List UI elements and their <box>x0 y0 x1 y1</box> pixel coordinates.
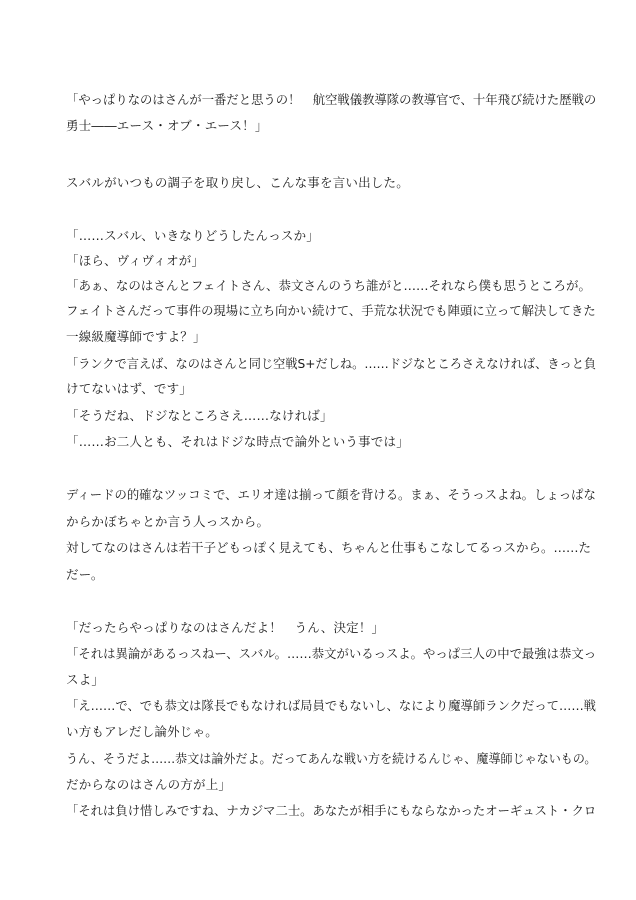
text-line: スよ」 <box>66 672 105 687</box>
text-line: けてないはず、です」 <box>66 381 193 396</box>
text-line: からかぼちゃとか言う人っスから。 <box>66 514 270 529</box>
text-line: い方もアレだし論外じゃ。 <box>66 724 218 739</box>
text-line: 「そうだね、ドジなところさえ……なければ」 <box>66 408 333 423</box>
text-line: うん、そうだよ……恭文は論外だよ。だってあんな戦い方を続けるんじゃ、魔導師じゃないもの。 <box>66 751 597 766</box>
text-line: 「やっぱりなのはさんが一番だと思うの！ 航空戦儀教導隊の教導官で、十年飛び続けた歴戦の <box>66 92 597 107</box>
text-line: 一線級魔導師ですよ？」 <box>66 329 206 344</box>
text-line: フェイトさんだって事件の現場に立ち向かい続けて、手荒な状況でも陣頭に立って解決してきた <box>66 303 596 318</box>
text-line: 勇士――エース・オブ・エース！」 <box>66 118 268 133</box>
text-line: 「それは負け惜しみですね、ナカジマ二士。あなたが相手にもならなかったオーギュスト・クロ <box>66 803 597 818</box>
text-line: 対してなのはさんは若干子どもっぽく見えても、ちゃんと仕事もこなしてるっスから。……た <box>66 540 592 555</box>
text-line: 「ランクで言えば、なのはさんと同じ空戦S+だしね。……ドジなところさえなければ、きっと負 <box>66 356 597 371</box>
text-line: 「……スバル、いきなりどうしたんっスか」 <box>66 228 320 243</box>
text-line: 「あぁ、なのはさんとフェイトさん、恭文さんのうち誰がと……それなら僕も思うところが。 <box>66 278 592 293</box>
text-line: 「……お二人とも、それはドジな時点で論外という事では」 <box>66 434 409 449</box>
text-line: スバルがいつもの調子を取り戻し、こんな事を言い出した。 <box>66 175 409 190</box>
text-line: 「え……で、でも恭文は隊長でもなければ局員でもないし、なにより魔導師ランクだって……戦 <box>66 698 597 713</box>
text-line: 「だったらやっぱりなのはさんだよ！ うん、決定！」 <box>66 620 385 635</box>
text-line: だー。 <box>66 567 104 582</box>
text-line: ディードの的確なツッコミで、エリオ達は揃って顔を背ける。まぁ、そうっスよね。しょっぱな <box>66 487 596 502</box>
text-line: だからなのはさんの方が上」 <box>66 777 232 792</box>
text-line: 「それは異論があるっスねー、スバル。……恭文がいるっスよ。やっぱ三人の中で最強は恭文っ <box>66 646 597 661</box>
text-line: 「ほら、ヴィヴィオが」 <box>66 253 205 268</box>
